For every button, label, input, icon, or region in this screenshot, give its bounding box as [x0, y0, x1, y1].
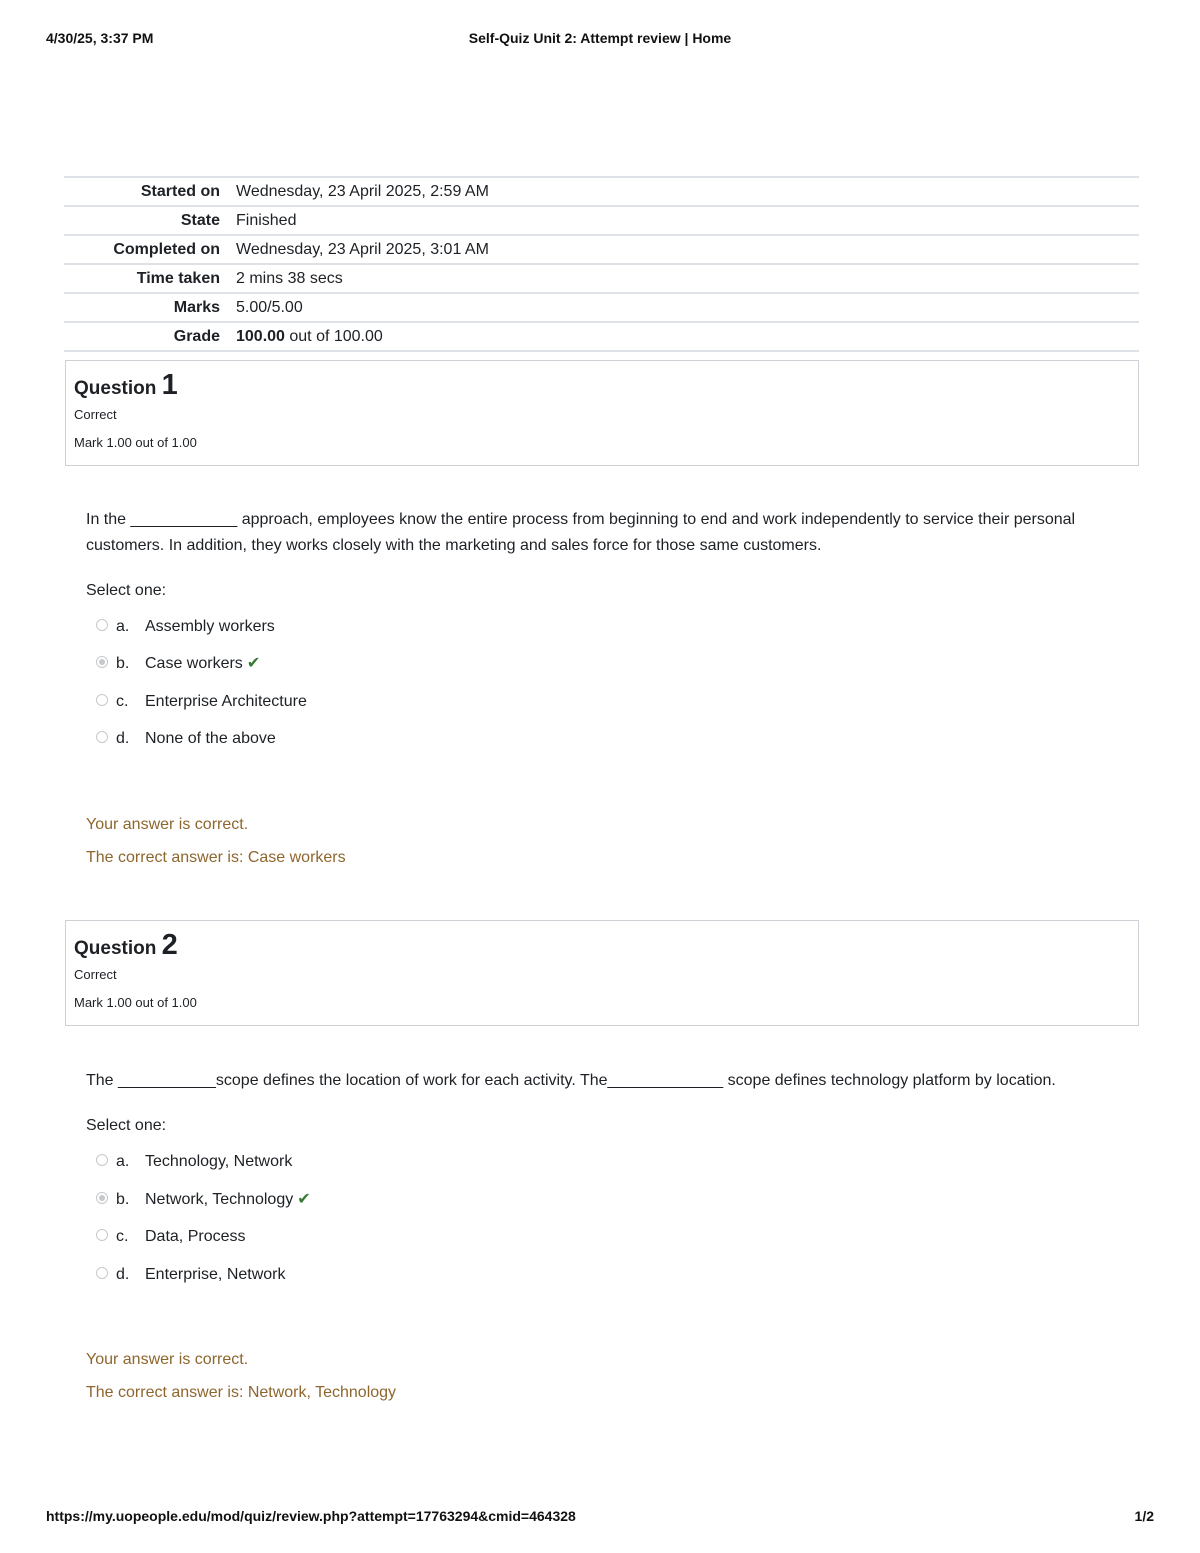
- question-2-feedback: Your answer is correct.: [86, 1351, 249, 1368]
- question-2-info: [65, 920, 1139, 1026]
- summary-value: 5.00/5.00: [236, 298, 303, 316]
- summary-row-completed: [64, 235, 1139, 264]
- summary-label: State: [180, 211, 220, 229]
- correct-check-icon: ✔: [297, 1191, 311, 1208]
- question-1-option-c[interactable]: [96, 690, 307, 714]
- option-text: Data, Process: [145, 1228, 246, 1245]
- question-1-state: Correct: [74, 407, 117, 422]
- question-1-grade: Mark 1.00 out of 1.00: [74, 435, 197, 450]
- question-label: Question: [74, 378, 162, 399]
- question-2-option-c[interactable]: [96, 1225, 245, 1249]
- question-1-option-b[interactable]: [96, 652, 260, 676]
- question-2-state: Correct: [74, 967, 117, 982]
- print-header: [46, 30, 1154, 50]
- question-1-option-d[interactable]: [96, 727, 276, 751]
- summary-value: Wednesday, 23 April 2025, 2:59 AM: [236, 182, 489, 200]
- radio-button[interactable]: [96, 1229, 108, 1241]
- summary-label: Marks: [173, 298, 220, 316]
- option-letter: a.: [116, 1153, 130, 1170]
- question-1-prompt: Select one:: [86, 582, 167, 599]
- question-1-title: [74, 371, 1130, 403]
- option-letter: c.: [116, 693, 129, 710]
- print-footer: [46, 1508, 1154, 1528]
- question-label: Question: [74, 938, 162, 959]
- option-text: Technology, Network: [145, 1153, 293, 1170]
- page-url: https://my.uopeople.edu/mod/quiz/review.php?attempt=17763294&cmid=464328: [46, 1508, 576, 1524]
- question-2-prompt: Select one:: [86, 1117, 167, 1134]
- question-2-option-d[interactable]: [96, 1263, 286, 1287]
- radio-button-selected[interactable]: [96, 656, 108, 668]
- summary-label: Time taken: [136, 269, 220, 287]
- question-1-info: [65, 360, 1139, 466]
- option-letter: b.: [116, 655, 130, 672]
- option-text: Enterprise, Network: [145, 1266, 286, 1283]
- summary-row-started: [64, 177, 1139, 206]
- radio-button[interactable]: [96, 1267, 108, 1279]
- radio-button[interactable]: [96, 694, 108, 706]
- question-1-option-a[interactable]: [96, 615, 275, 639]
- page-number: 1/2: [1134, 1508, 1154, 1524]
- option-text: None of the above: [145, 730, 276, 747]
- question-number: 2: [161, 929, 178, 961]
- correct-check-icon: ✔: [246, 655, 261, 672]
- summary-value: 2 mins 38 secs: [236, 269, 343, 287]
- summary-row-marks: [64, 293, 1139, 322]
- print-date: 4/30/25, 3:37 PM: [46, 30, 154, 46]
- question-1-feedback: Your answer is correct.: [86, 816, 249, 833]
- summary-value: Finished: [236, 211, 297, 229]
- option-text: Case workers: [145, 655, 243, 672]
- radio-button-selected[interactable]: [96, 1192, 108, 1204]
- question-1-right-answer: The correct answer is: Case workers: [86, 849, 346, 866]
- radio-button[interactable]: [96, 1154, 108, 1166]
- question-2-title: [74, 931, 1130, 963]
- option-letter: d.: [116, 1266, 130, 1283]
- option-letter: d.: [116, 730, 130, 747]
- option-letter: a.: [116, 618, 130, 635]
- summary-row-grade: [64, 322, 1139, 351]
- summary-label: Started on: [140, 182, 220, 200]
- grade-score: 100.00: [236, 327, 285, 345]
- radio-button[interactable]: [96, 619, 108, 631]
- attempt-summary-table: [64, 176, 1139, 352]
- question-2-option-a[interactable]: [96, 1150, 292, 1174]
- summary-label: Completed on: [113, 240, 220, 258]
- question-2-right-answer: The correct answer is: Network, Technology: [86, 1384, 397, 1401]
- radio-button[interactable]: [96, 731, 108, 743]
- grade-out-of: out of 100.00: [284, 327, 383, 345]
- summary-value: Wednesday, 23 April 2025, 3:01 AM: [236, 240, 489, 258]
- summary-row-state: [64, 206, 1139, 235]
- summary-value: [228, 322, 1139, 351]
- summary-label: Grade: [173, 327, 220, 345]
- question-number: 1: [161, 369, 178, 401]
- option-letter: c.: [116, 1228, 129, 1245]
- option-letter: b.: [116, 1191, 130, 1208]
- option-text: Network, Technology: [145, 1191, 294, 1208]
- document-title: Self-Quiz Unit 2: Attempt review | Home: [468, 30, 732, 46]
- question-2-grade: Mark 1.00 out of 1.00: [74, 995, 197, 1010]
- option-text: Enterprise Architecture: [145, 693, 307, 710]
- question-2-text: The ___________scope defines the location of work for each activity. The_____________ scope defines technology platform by location.: [86, 1072, 1056, 1089]
- summary-row-time-taken: [64, 264, 1139, 293]
- option-text: Assembly workers: [145, 618, 275, 635]
- question-1-text: In the ____________ approach, employees know the entire process from beginning to end and work independently to service their personal customers. In addition, they works closely with the marketing and sales force for those same customers.: [86, 511, 1076, 554]
- question-2-option-b[interactable]: [96, 1188, 311, 1212]
